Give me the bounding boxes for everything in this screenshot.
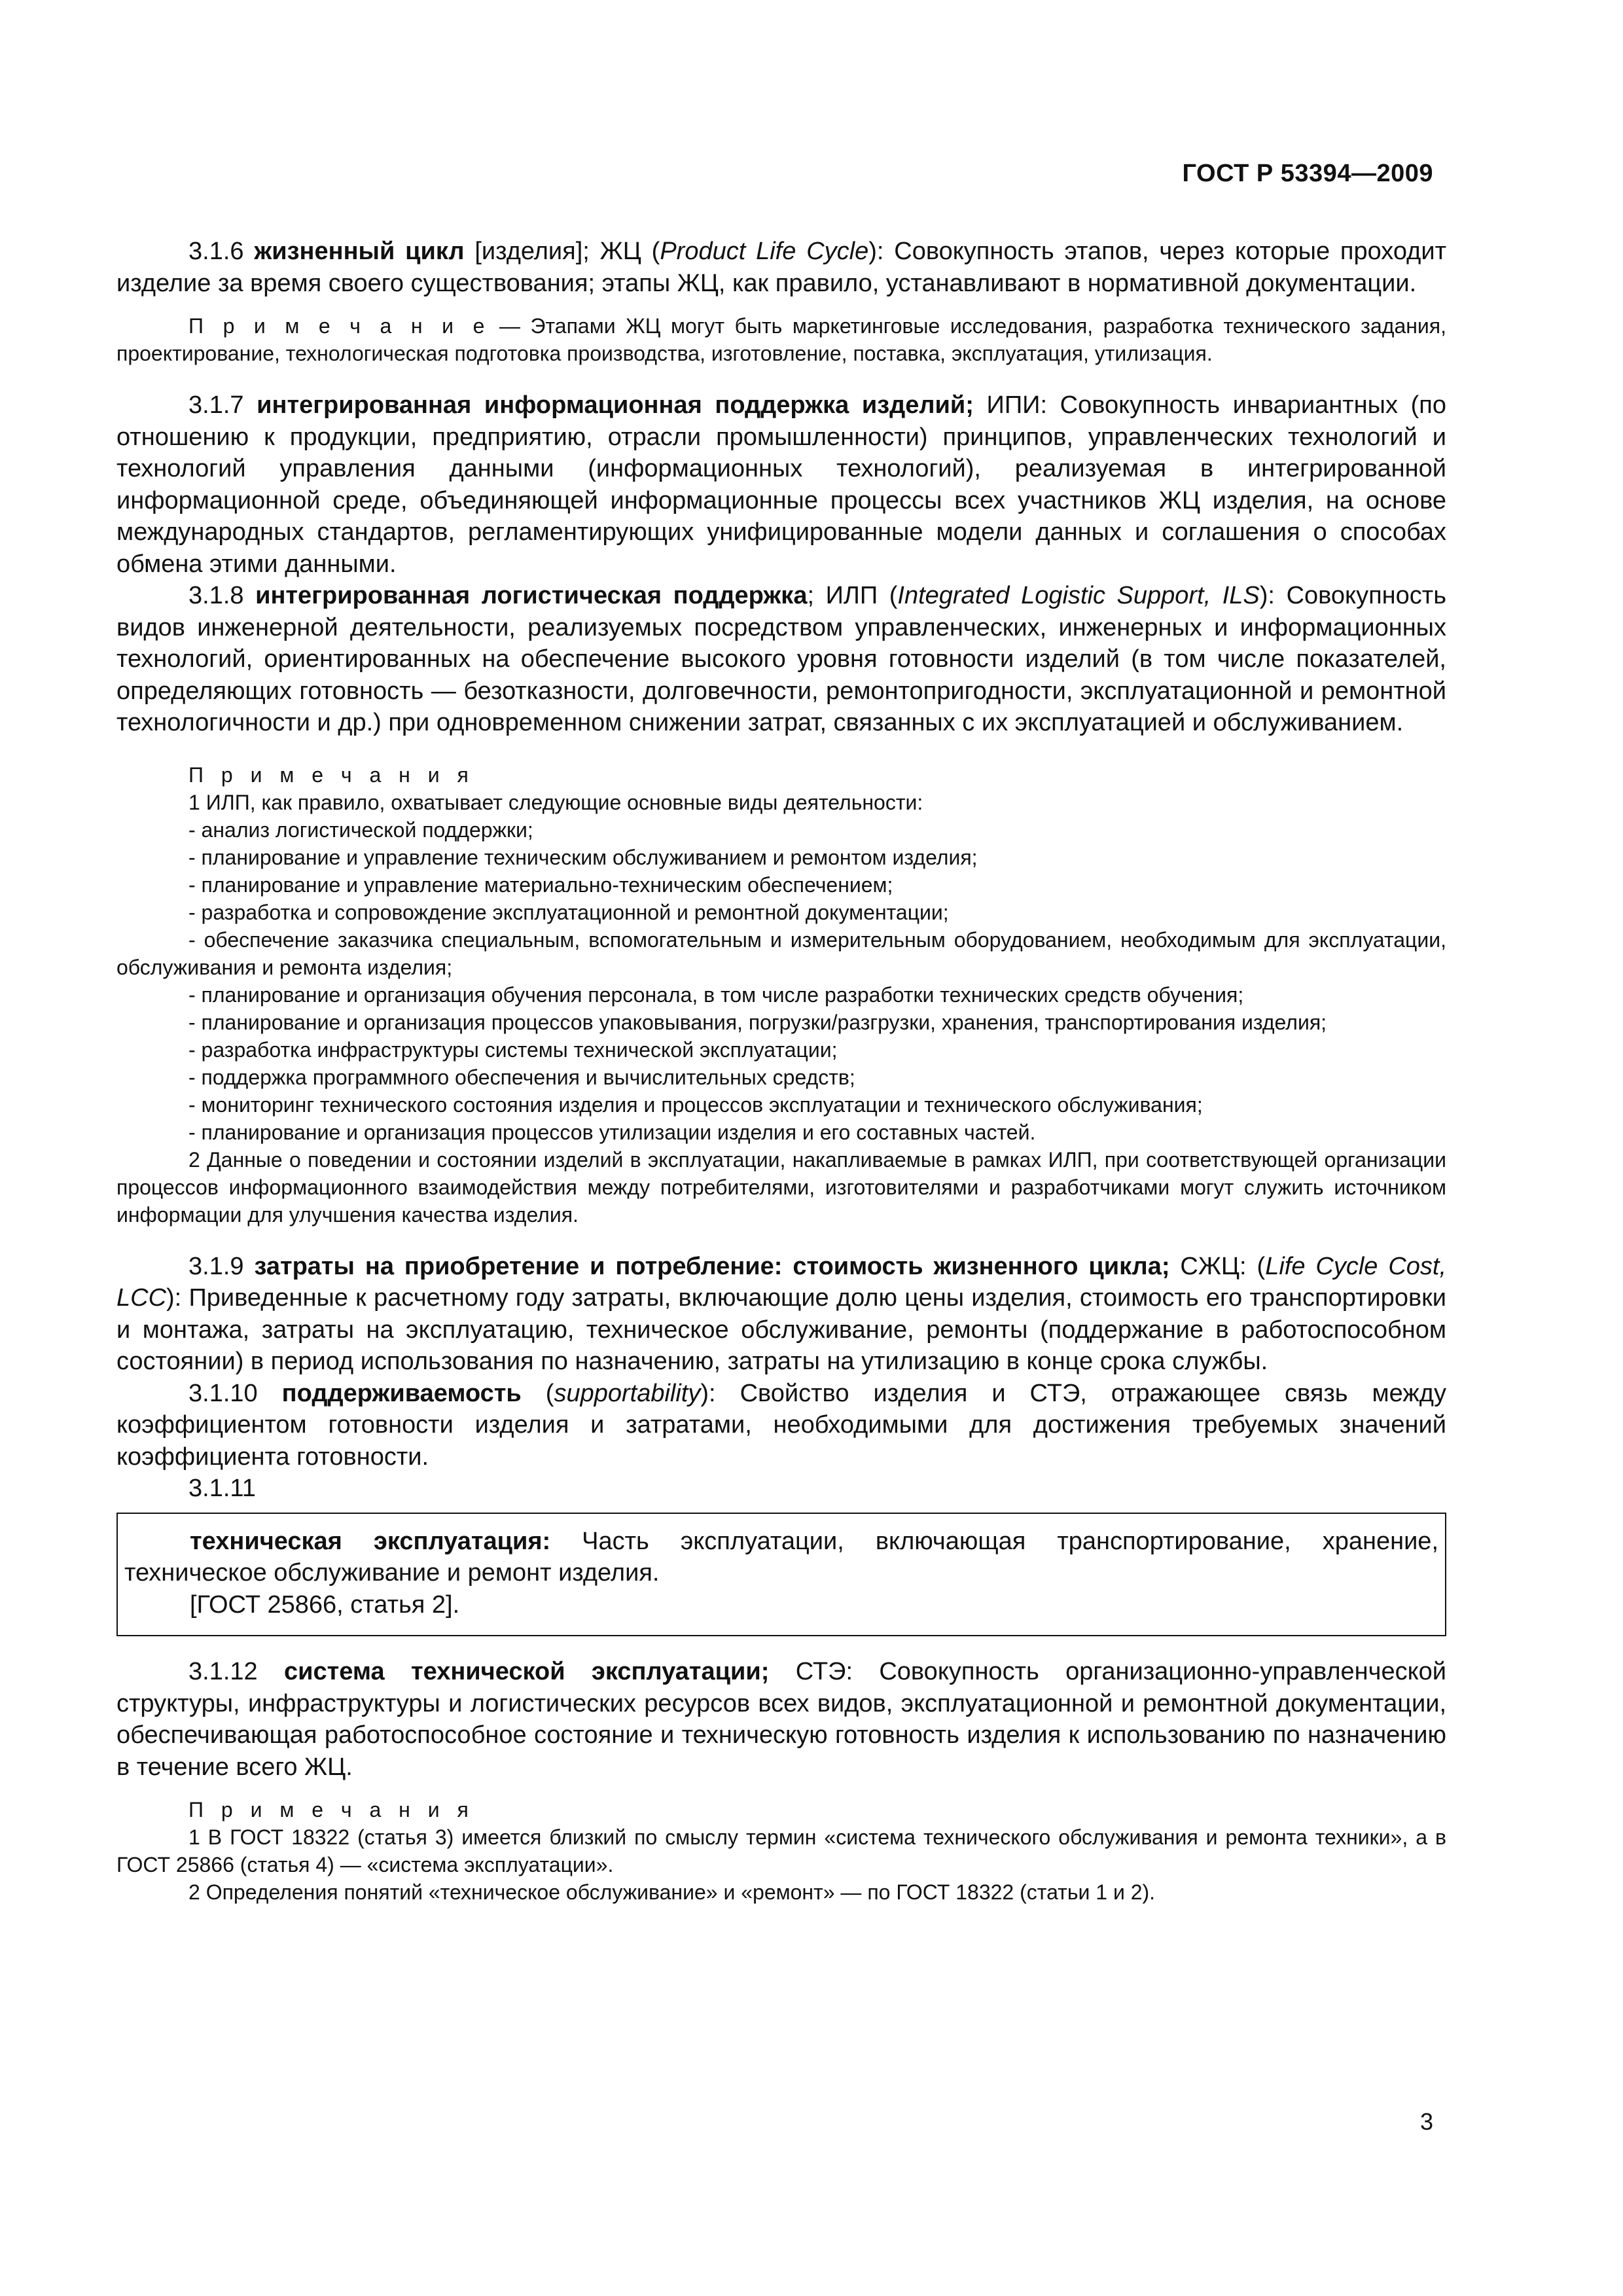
term-definition: ): Приведенные к расчетному году затраты, включающие долю цены изделия, стоимость его транспортировки и монтажа, затраты на эксплуатацию, техническое обслуживание, ремонты (поддержание в работоспособном состоянии) в период использования по назначению, затраты на утилизацию в конце срока службы.	[116, 1284, 1446, 1375]
notes-title: П р и м е ч а н и я	[188, 762, 474, 787]
note-3-1-6: П р и м е ч а н и е — Этапами ЖЦ могут быть маркетинговые исследования, разработка технического задания, проектирование, технологическая подготовка производства, изготовление, поставка, эксплуатация, утилизация.	[116, 314, 1447, 365]
term-3-1-9: 3.1.9 затраты на приобретение и потребление: стоимость жизненного цикла; СЖЦ: (Life Cycle Cost, LCC): Приведенные к расчетному году затраты, включающие долю цены изделия, стоимость его транспортировки и монтажа, затраты на эксплуатацию, техническое обслуживание, ремонты (поддержание в работоспособном состоянии) в период использования по назначению, затраты на утилизацию в конце срока службы.	[116, 1252, 1447, 1375]
term-definition: ): Свойство изделия и СТЭ, отражающее связь между коэффициентом готовности изделия и затратами, необходимыми для достижения требуемых значений коэффициента готовности.	[116, 1379, 1446, 1471]
note-line: - мониторинг технического состояния изделия и процессов эксплуатации и технического обслуживания;	[188, 1092, 1203, 1117]
term-name: система технической эксплуатации;	[284, 1658, 770, 1685]
term-3-1-8: 3.1.8 интегрированная логистическая поддержка; ИЛП (Integrated Logistic Support, ILS): Совокупность видов инженерной деятельности, реализуемых посредством управленческих, инженерных и информационных технологий, ориентированных на обеспечение высокого уровня готовности изделий (в том числе показателей, определяющих готовность — безотказности, долговечности, ремонтопригодности, эксплуатационной и ремонтной технологичности и др.) при одновременном снижении затрат, связанных с их эксплуатацией и обслуживанием.	[116, 582, 1446, 736]
term-3-1-6: 3.1.6 жизненный цикл [изделия]; ЖЦ (Product Life Cycle): Совокупность этапов, через которые проходит изделие за время своего существования; этапы ЖЦ, как правило, устанавливают в нормативной документации.	[116, 238, 1446, 297]
term-name: интегрированная информационная поддержка изделий;	[257, 391, 974, 419]
term-3-1-10: 3.1.10 поддерживаемость (supportability): Свойство изделия и СТЭ, отражающее связь между коэффициентом готовности изделия и затратами, необходимыми для достижения требуемых значений коэффициента готовности.	[116, 1379, 1446, 1471]
note-line: 2 Определения понятий «техническое обслуживание» и «ремонт» — по ГОСТ 18322 (статьи 1 и 2).	[188, 1880, 1156, 1904]
note-line: - разработка и сопровождение эксплуатационной и ремонтной документации;	[188, 900, 949, 924]
term-english: supportability	[554, 1379, 701, 1407]
term-name: жизненный цикл	[254, 238, 465, 265]
note-line: 2 Данные о поведении и состоянии изделий в эксплуатации, накапливаемые в рамках ИЛП, при соответствующей организации процессов информационного взаимодействия между потребителями, изготовителями и разработчиками могут служить источником информации для улучшения качества изделия.	[116, 1147, 1446, 1227]
note-line: - планирование и организация процессов упаковывания, погрузки/разгрузки, хранения, транспортирования изделия;	[188, 1010, 1327, 1034]
term-3-1-11-number: 3.1.11	[188, 1475, 256, 1502]
note-line: - обеспечение заказчика специальным, вспомогательным и измерительным оборудованием, необходимым для эксплуатации, обслуживания и ремонта изделия;	[116, 927, 1446, 979]
term-name: поддерживаемость	[281, 1379, 522, 1407]
term-3-1-7: 3.1.7 интегрированная информационная поддержка изделий; ИПИ: Совокупность инвариантных (по отношению к продукции, предприятию, отрасли промышленности) принципов, управленческих технологий и технологий управления данными (информационных технологий), реализуемая в интегрированной информационной среде, объединяющей информационные процессы всех участников ЖЦ изделия, на основе международных стандартов, регламентирующих унифицированные модели данных и соглашения о способах обмена этими данными.	[116, 391, 1446, 578]
note-line: - поддержка программного обеспечения и вычислительных средств;	[188, 1065, 855, 1089]
term-name: затраты на приобретение и потребление: стоимость жизненного цикла;	[254, 1252, 1170, 1280]
term-definition: ИПИ: Совокупность инвариантных (по отношению к продукции, предприятию, отрасли промышленности) принципов, управленческих технологий и технологий управления данными (информационных технологий), реализуемая в интегрированной информационной среде, объединяющей информационные процессы всех участников ЖЦ изделия, на основе международных стандартов, регламентирующих унифицированные модели данных и соглашения о способах обмена этими данными.	[116, 391, 1446, 578]
notes-title: П р и м е ч а н и я	[188, 1798, 474, 1821]
document-body	[116, 236, 1446, 1906]
term-definition: ): Совокупность видов инженерной деятельности, реализуемых посредством управленческих, инженерных и информационных технологий, ориентированных на обеспечение высокого уровня готовности изделий (в том числе показателей, определяющих готовность — безотказности, долговечности, ремонтопригодности, эксплуатационной и ремонтной технологичности и др.) при одновременном снижении затрат, связанных с их эксплуатацией и обслуживанием.	[116, 582, 1446, 736]
note-line: - планирование и организация обучения персонала, в том числе разработки технических средств обучения;	[188, 982, 1244, 1007]
term-definition: ): Совокупность этапов, через которые проходит изделие за время своего существования; этапы ЖЦ, как правило, устанавливают в нормативной документации.	[116, 238, 1446, 297]
term-name: интегрированная логистическая поддержка	[255, 582, 808, 609]
term-3-1-11	[124, 1526, 1438, 1589]
term-english: Life Cycle Cost, LCC	[116, 1252, 1447, 1312]
term-english: Integrated Logistic Support, ILS	[897, 582, 1260, 609]
note-line: - планирование и управление материально-техническим обеспечением;	[188, 872, 893, 897]
note-line: - анализ логистической поддержки;	[188, 817, 533, 842]
note-line: - разработка инфраструктуры системы технической эксплуатации;	[188, 1037, 838, 1062]
document-id: ГОСТ Р 53394—2009	[1182, 160, 1433, 187]
note-line: - планирование и управление техническим обслуживанием и ремонтом изделия;	[188, 845, 978, 869]
term-definition: Часть эксплуатации, включающая транспортирование, хранение, техническое обслуживание и ремонт изделия.	[124, 1527, 1438, 1587]
term-3-1-12: 3.1.12 система технической эксплуатации; СТЭ: Совокупность организационно-управленческой структуры, инфраструктуры и логистических ресурсов всех видов, эксплуатационной и ремонтной документации, обеспечивающая работоспособное состояние и техническую готовность изделия к использованию по назначению в течение всего ЖЦ.	[116, 1658, 1446, 1781]
term-source-reference: [ГОСТ 25866, статья 2].	[190, 1590, 460, 1619]
note-line: 1 В ГОСТ 18322 (статья 3) имеется близкий по смыслу термин «система технического обслуживания и ремонта техники», а в ГОСТ 25866 (статья 4) — «система эксплуатации».	[116, 1825, 1446, 1876]
term-definition: СТЭ: Совокупность организационно-управленческой структуры, инфраструктуры и логистических ресурсов всех видов, эксплуатационной и ремонтной документации, обеспечивающая работоспособное состояние и техническую готовность изделия к использованию по назначению в течение всего ЖЦ.	[116, 1658, 1446, 1781]
term-english: Product Life Cycle	[660, 238, 869, 265]
term-name: техническая эксплуатация:	[190, 1527, 551, 1555]
note-line: - планирование и организация процессов утилизации изделия и его составных частей.	[188, 1120, 1036, 1144]
page-number: 3	[1419, 2108, 1433, 2135]
quoted-term-box	[116, 1513, 1446, 1637]
note-line: 1 ИЛП, как правило, охватывает следующие основные виды деятельности:	[188, 790, 923, 814]
